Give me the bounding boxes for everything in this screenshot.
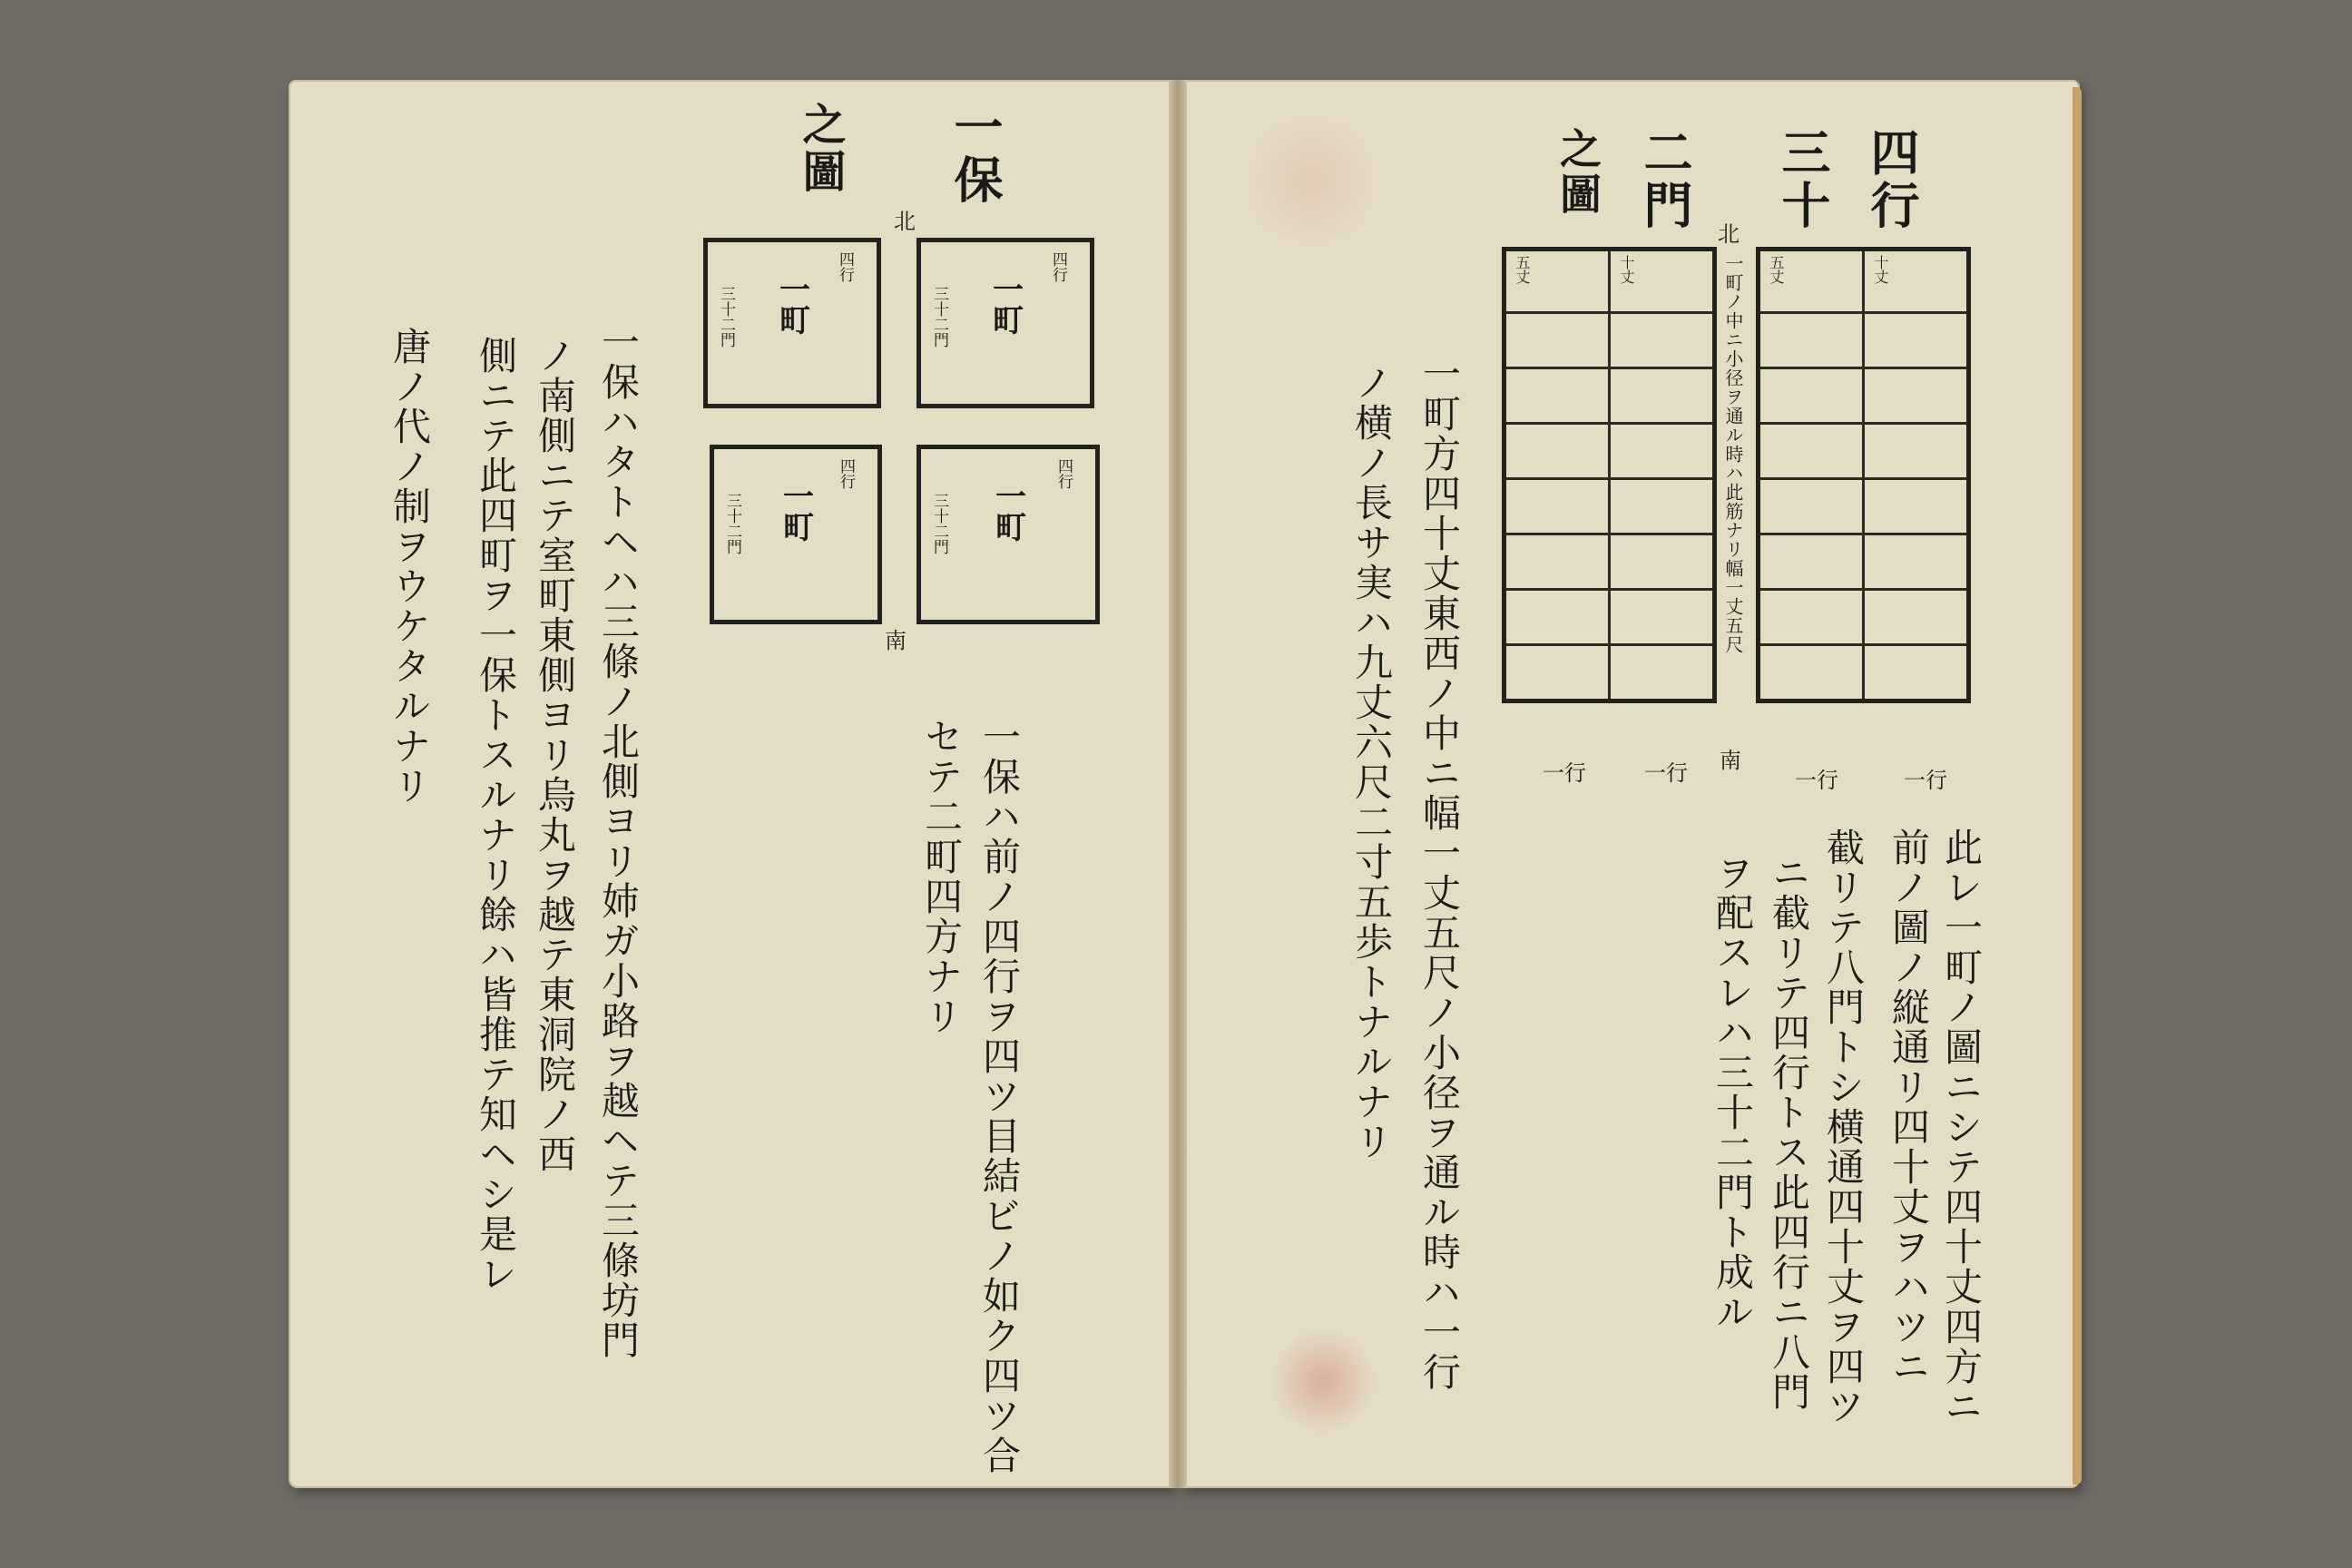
body-column-3: 側ニテ此四町ヲ一保トスルナリ餘ハ皆推テ知ヘシ是レ: [474, 336, 518, 1294]
note-column-1: 一保ハ前ノ四行ヲ四ツ目結ビノ如ク四ツ合: [977, 717, 1022, 1475]
right-body-column-2: ノ横ノ長サ実ハ九丈六尺二寸五歩トナルナリ: [1349, 363, 1394, 1161]
body-column-4: 唐ノ代ノ制ヲウケタルナリ: [387, 327, 432, 806]
grid-bottom-label-2: 一行: [1644, 760, 1688, 786]
body-column-2: ノ南側ニテ室町東側ヨリ烏丸ヲ越テ東洞院ノ西: [533, 336, 577, 1174]
faint-seal-stamp: [1239, 109, 1384, 254]
right-title-col3: 二門: [1636, 127, 1694, 232]
grid-bottom-label-3: 一行: [1795, 768, 1838, 793]
grid-north-label: 北: [1718, 221, 1740, 247]
explain-column-1: 此レ一町ノ圖ニシテ四十丈四方ニ: [1939, 828, 1984, 1426]
grid-header-cell: 十丈: [1864, 250, 1969, 313]
town-block-2: 四行 一町 三十二門: [916, 238, 1094, 408]
red-seal-stamp: [1269, 1327, 1377, 1436]
left-title-sub: 之圖: [795, 102, 846, 196]
grid-header-cell: 五丈: [1504, 250, 1610, 313]
grid-header-cell: 五丈: [1759, 250, 1864, 313]
diagram-north-label: 北: [894, 209, 916, 234]
right-title-col1: 四行: [1863, 127, 1921, 232]
right-title-col4: 之圖: [1553, 127, 1602, 218]
plot-grid-left: [1502, 247, 1717, 703]
grid-south-label: 南: [1720, 748, 1741, 773]
grid-bottom-label-4: 一行: [1904, 768, 1947, 793]
right-title-col2: 三十: [1774, 127, 1832, 232]
right-body-column-1: 一町方四十丈東西ノ中ニ幅一丈五尺ノ小径ヲ通ル時ハ一行: [1417, 354, 1462, 1392]
note-column-2: セテ二町四方ナリ: [919, 717, 964, 1036]
plot-grid-right: [1756, 247, 1971, 703]
body-column-1: 一保ハタトヘハ三條ノ北側ヨリ姉ガ小路ヲ越ヘテ三條坊門: [596, 322, 641, 1360]
page-edge: [2073, 87, 2082, 1485]
grid-bottom-label-1: 一行: [1543, 760, 1586, 786]
book-gutter: [1169, 80, 1187, 1488]
town-block-3: 四行 一町 三十二門: [710, 445, 882, 624]
grid-middle-label: 一町ノ中ニ小径ヲ通ル時ハ此筋ナリ幅一丈五尺: [1722, 254, 1744, 654]
left-title-main: 一保: [946, 102, 1004, 207]
town-block-1: 四行 一町 三十二門: [703, 238, 881, 408]
grid-header-cell: 十丈: [1610, 250, 1715, 313]
explain-column-4: ニ截リテ四行トス此四行ニ八門: [1767, 853, 1811, 1412]
explain-column-3: 截リテ八門トシ横通四十丈ヲ四ツ: [1821, 828, 1866, 1426]
explain-column-5: ヲ配スレハ三十二門ト成ル: [1710, 853, 1755, 1332]
town-block-4: 四行 一町 三十二門: [916, 445, 1100, 624]
explain-column-2: 前ノ圖ノ縦通リ四十丈ヲハツニ: [1886, 828, 1931, 1387]
diagram-south-label: 南: [885, 628, 906, 653]
